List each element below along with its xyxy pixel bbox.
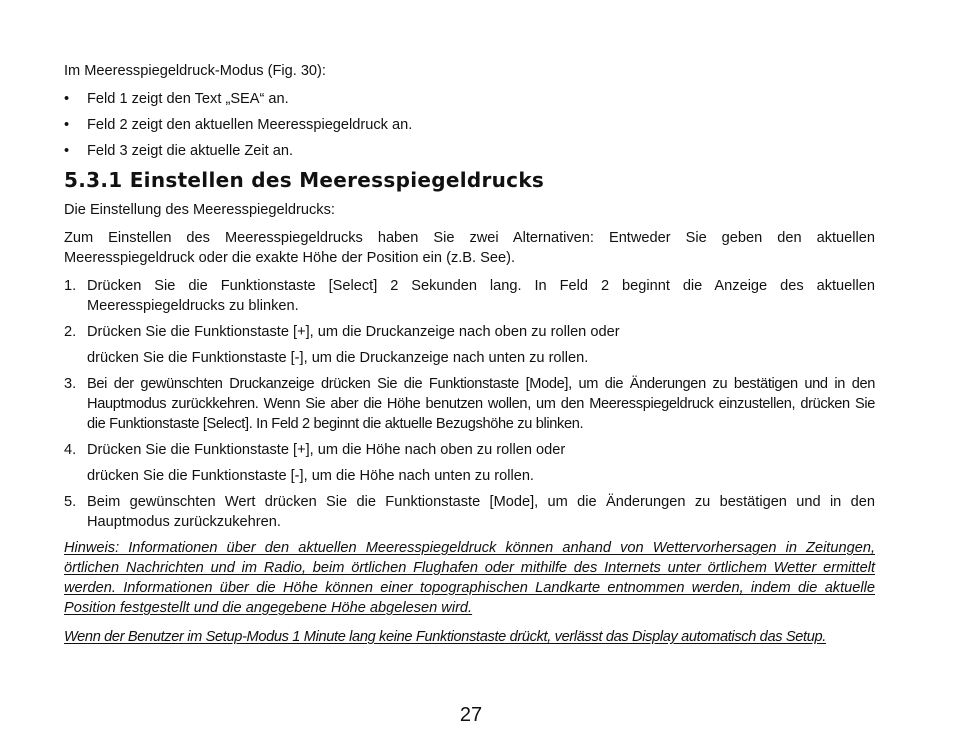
step-continuation-text: drücken Sie die Funktionstaste [-], um die Druckanzeige nach unten zu rollen. bbox=[87, 350, 589, 366]
step-text: Drücken Sie die Funktionstaste [+], um die Höhe nach oben zu rollen oder bbox=[87, 442, 566, 458]
step-number: 3. bbox=[64, 376, 77, 392]
step-text: Bei der gewünschten Druckanzeige drücken Sie die Funktionstaste [Mode], um die Änderungen zu bestätigen und in den Hauptmodus zurückkehren. Wenn Sie aber die Höhe benutzen wollen, um den Meeresspiegeldruck einzustellen, drücken Sie die Funktionstaste [Select]. In Feld 2 beginnt die aktuelle Bezugshöhe zu blinken. bbox=[87, 376, 875, 432]
step-number: 1. bbox=[64, 278, 77, 294]
step-text: Drücken Sie die Funktionstaste [+], um die Druckanzeige nach oben zu rollen oder bbox=[87, 324, 620, 340]
bullet-marker: • bbox=[64, 143, 70, 159]
page-number: 27 bbox=[459, 704, 483, 726]
manual-page bbox=[64, 0, 875, 755]
step-number: 2. bbox=[64, 324, 77, 340]
intro-text: Im Meeresspiegeldruck-Modus (Fig. 30): bbox=[64, 63, 326, 79]
step-number: 5. bbox=[64, 494, 77, 510]
bullet-text: Feld 1 zeigt den Text „SEA“ an. bbox=[87, 91, 289, 107]
bullet-text: Feld 3 zeigt die aktuelle Zeit an. bbox=[87, 143, 294, 159]
bullet-text: Feld 2 zeigt den aktuellen Meeresspiegeldruck an. bbox=[87, 117, 413, 133]
note-hint: Hinweis: Informationen über den aktuellen Meeresspiegeldruck können anhand von Wettervorhersagen in Zeitungen, örtlichen Nachrichten und im Radio, beim örtlichen Flughafen oder mithilfe des Internets unter örtlichem Wetter ermittelt werden. Informationen über die Höhe können einer topographischen Landkarte entnommen werden, indem die aktuelle Position festgestellt und die angegebene Höhe abgelesen wird. bbox=[64, 540, 875, 616]
section-paragraph: Zum Einstellen des Meeresspiegeldrucks haben Sie zwei Alternativen: Entweder Sie geben den aktuellen Meeresspiegeldruck oder die exakte Höhe der Position ein (z.B. See). bbox=[64, 230, 875, 266]
step-number: 4. bbox=[64, 442, 77, 458]
step-text: Beim gewünschten Wert drücken Sie die Funktionstaste [Mode], um die Änderungen zu bestätigen und in den Hauptmodus zurückzukehren. bbox=[87, 494, 875, 530]
section-heading: 5.3.1 Einstellen des Meeresspiegeldrucks bbox=[64, 168, 545, 192]
bullet-marker: • bbox=[64, 117, 70, 133]
bullet-marker: • bbox=[64, 91, 70, 107]
section-subtitle: Die Einstellung des Meeresspiegeldrucks: bbox=[64, 202, 335, 218]
step-continuation-text: drücken Sie die Funktionstaste [-], um die Höhe nach unten zu rollen. bbox=[87, 468, 534, 484]
step-text: Drücken Sie die Funktionstaste [Select] 2 Sekunden lang. In Feld 2 beginnt die Anzeige des aktuellen Meeresspiegeldrucks zu blinken. bbox=[87, 278, 875, 314]
note-setup-timeout: Wenn der Benutzer im Setup-Modus 1 Minute lang keine Funktionstaste drückt, verlässt das Display automatisch das Setup. bbox=[64, 629, 826, 645]
